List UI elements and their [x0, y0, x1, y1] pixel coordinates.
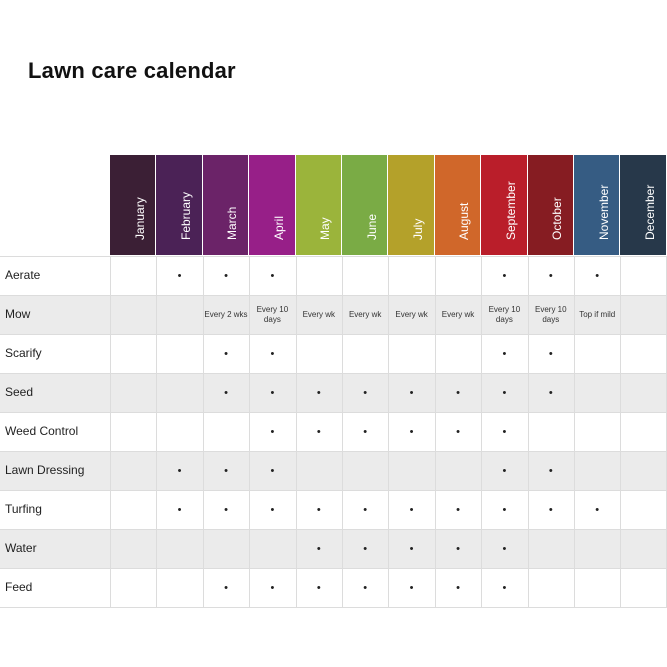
table-cell — [620, 451, 666, 490]
activity-dot: • — [363, 542, 368, 555]
table-cell — [110, 373, 156, 412]
activity-dot: • — [363, 425, 368, 438]
activity-dot: • — [502, 464, 507, 477]
table-cell — [110, 256, 156, 295]
table-cell — [342, 334, 388, 373]
activity-dot: • — [409, 386, 414, 399]
activity-dot: • — [456, 503, 460, 516]
activity-note: Every 10 days — [256, 304, 289, 324]
activity-dot: • — [502, 386, 507, 399]
table-cell — [620, 295, 666, 334]
grid-line-vertical — [296, 256, 297, 607]
month-label: December — [643, 184, 658, 240]
month-header-november — [574, 155, 620, 255]
grid-line-horizontal — [0, 490, 667, 491]
table-row — [0, 373, 667, 412]
grid-line-vertical — [388, 256, 389, 607]
table-cell — [528, 412, 574, 451]
month-header-february — [156, 155, 202, 255]
activity-note: Every wk — [395, 309, 428, 319]
table-cell — [574, 568, 620, 607]
activity-dot: • — [548, 269, 553, 282]
grid-line-vertical — [620, 256, 621, 607]
table-cell — [388, 451, 434, 490]
activity-dot: • — [456, 386, 460, 399]
activity-dot: • — [548, 464, 553, 477]
table-cell — [156, 334, 202, 373]
table-cell — [110, 412, 156, 451]
table-cell — [156, 412, 202, 451]
grid-line-vertical — [574, 256, 575, 607]
activity-dot: • — [270, 581, 275, 594]
month-label: June — [364, 213, 379, 240]
row-label: Scarify — [5, 346, 42, 360]
table-cell — [620, 256, 666, 295]
table-cell — [574, 529, 620, 568]
table-row — [0, 490, 667, 529]
activity-note: Every wk — [302, 309, 336, 319]
month-header-january — [110, 155, 156, 255]
row-label: Feed — [5, 580, 33, 594]
activity-dot: • — [502, 542, 507, 555]
table-cell — [156, 295, 202, 334]
grid-line-vertical — [528, 256, 529, 607]
activity-dot: • — [224, 269, 228, 282]
month-header-march — [203, 155, 249, 255]
activity-dot: • — [502, 425, 507, 438]
grid-line-horizontal — [0, 334, 667, 335]
activity-dot: • — [224, 464, 228, 477]
month-label: April — [271, 215, 286, 240]
grid-line-vertical — [435, 256, 436, 607]
table-cell — [110, 568, 156, 607]
activity-dot: • — [456, 542, 460, 555]
activity-note: Every 2 wks — [204, 309, 248, 319]
activity-dot: • — [548, 386, 553, 399]
month-header-june — [342, 155, 388, 255]
table-cell — [342, 256, 388, 295]
table-cell — [296, 334, 342, 373]
table-cell — [620, 490, 666, 529]
grid-line-horizontal — [0, 412, 667, 413]
table-cell — [620, 529, 666, 568]
activity-dot: • — [363, 503, 368, 516]
activity-dot: • — [270, 464, 275, 477]
row-label: Seed — [5, 385, 34, 399]
month-header-may — [296, 155, 342, 255]
grid-line-horizontal — [0, 373, 667, 374]
activity-dot: • — [270, 269, 275, 282]
table-row — [0, 451, 667, 490]
grid-line-horizontal — [0, 607, 667, 608]
table-cell — [156, 568, 202, 607]
activity-dot: • — [502, 347, 507, 360]
table-cell — [620, 334, 666, 373]
grid-line-vertical — [110, 256, 111, 607]
table-cell — [435, 256, 481, 295]
month-header-october — [528, 155, 574, 255]
activity-dot: • — [224, 581, 228, 594]
grid-line-vertical — [481, 256, 482, 607]
activity-dot: • — [595, 269, 600, 282]
activity-dot: • — [316, 503, 321, 516]
table-cell — [296, 451, 342, 490]
activity-note: Top if mild — [579, 309, 616, 319]
activity-dot: • — [316, 386, 321, 399]
activity-note: Every wk — [348, 309, 382, 319]
month-label: September — [503, 181, 518, 240]
activity-note: Every 10 days — [488, 304, 521, 324]
activity-dot: • — [363, 581, 368, 594]
table-cell — [574, 334, 620, 373]
activity-dot: • — [270, 503, 275, 516]
activity-dot: • — [409, 581, 414, 594]
table-cell — [110, 334, 156, 373]
grid-line-vertical — [203, 256, 204, 607]
month-label: February — [179, 191, 194, 240]
grid-line-horizontal — [0, 568, 667, 569]
month-label: October — [550, 197, 565, 240]
month-header-september — [481, 155, 527, 255]
row-label: Aerate — [5, 268, 41, 282]
activity-dot: • — [177, 503, 182, 516]
row-label: Turfing — [5, 502, 42, 516]
month-header-april — [249, 155, 295, 255]
activity-dot: • — [409, 503, 414, 516]
activity-dot: • — [456, 581, 460, 594]
month-label: May — [318, 217, 333, 240]
grid-line-horizontal — [0, 451, 667, 452]
month-label: August — [457, 202, 472, 240]
row-label: Mow — [5, 307, 31, 321]
table-cell — [620, 568, 666, 607]
month-header-december — [620, 155, 666, 255]
activity-dot: • — [177, 269, 182, 282]
table-cell — [620, 412, 666, 451]
table-row — [0, 295, 667, 334]
row-label: Weed Control — [5, 424, 79, 438]
table-cell — [435, 334, 481, 373]
activity-dot: • — [316, 581, 321, 594]
table-row — [0, 256, 667, 295]
table-cell — [156, 373, 202, 412]
table-cell — [110, 295, 156, 334]
page-title: Lawn care calendar — [28, 58, 236, 83]
month-label: July — [411, 218, 426, 240]
month-label: January — [132, 197, 147, 240]
activity-dot: • — [363, 386, 368, 399]
month-label: November — [596, 184, 611, 240]
activity-dot: • — [224, 386, 228, 399]
table-cell — [203, 529, 249, 568]
table-cell — [435, 451, 481, 490]
table-cell — [388, 256, 434, 295]
table-cell — [620, 373, 666, 412]
table-row — [0, 568, 667, 607]
table-cell — [528, 568, 574, 607]
table-cell — [156, 529, 202, 568]
table-cell — [528, 529, 574, 568]
activity-dot: • — [270, 347, 275, 360]
activity-dot: • — [316, 542, 321, 555]
activity-dot: • — [270, 425, 275, 438]
table-cell — [203, 412, 249, 451]
activity-dot: • — [177, 464, 182, 477]
table-cell — [574, 412, 620, 451]
table-cell — [574, 373, 620, 412]
table-cell — [388, 334, 434, 373]
month-header-july — [388, 155, 434, 255]
table-row — [0, 412, 667, 451]
activity-dot: • — [456, 425, 460, 438]
table-cell — [574, 451, 620, 490]
grid-line-vertical — [342, 256, 343, 607]
activity-dot: • — [409, 425, 414, 438]
month-header-august — [435, 155, 481, 255]
activity-note: Every 10 days — [535, 304, 567, 324]
activity-dot: • — [409, 542, 414, 555]
grid-line-vertical — [249, 256, 250, 607]
activity-dot: • — [595, 503, 600, 516]
table-cell — [249, 529, 295, 568]
grid-line-horizontal — [0, 529, 667, 530]
activity-note: Every wk — [441, 309, 475, 319]
activity-dot: • — [548, 503, 553, 516]
table-row — [0, 334, 667, 373]
grid-line-vertical — [156, 256, 157, 607]
activity-dot: • — [502, 269, 507, 282]
row-label: Water — [5, 541, 37, 555]
activity-dot: • — [316, 425, 321, 438]
grid-line-horizontal — [0, 295, 667, 296]
table-row — [0, 529, 667, 568]
table-cell — [110, 529, 156, 568]
table-cell — [296, 256, 342, 295]
activity-dot: • — [502, 581, 507, 594]
table-cell — [342, 451, 388, 490]
activity-dot: • — [548, 347, 553, 360]
activity-dot: • — [224, 347, 228, 360]
row-label: Lawn Dressing — [5, 463, 85, 477]
activity-dot: • — [270, 386, 275, 399]
activity-dot: • — [502, 503, 507, 516]
table-cell — [110, 490, 156, 529]
table-cell — [110, 451, 156, 490]
month-label: March — [225, 206, 240, 240]
grid-line-horizontal — [0, 256, 667, 257]
activity-dot: • — [224, 503, 228, 516]
